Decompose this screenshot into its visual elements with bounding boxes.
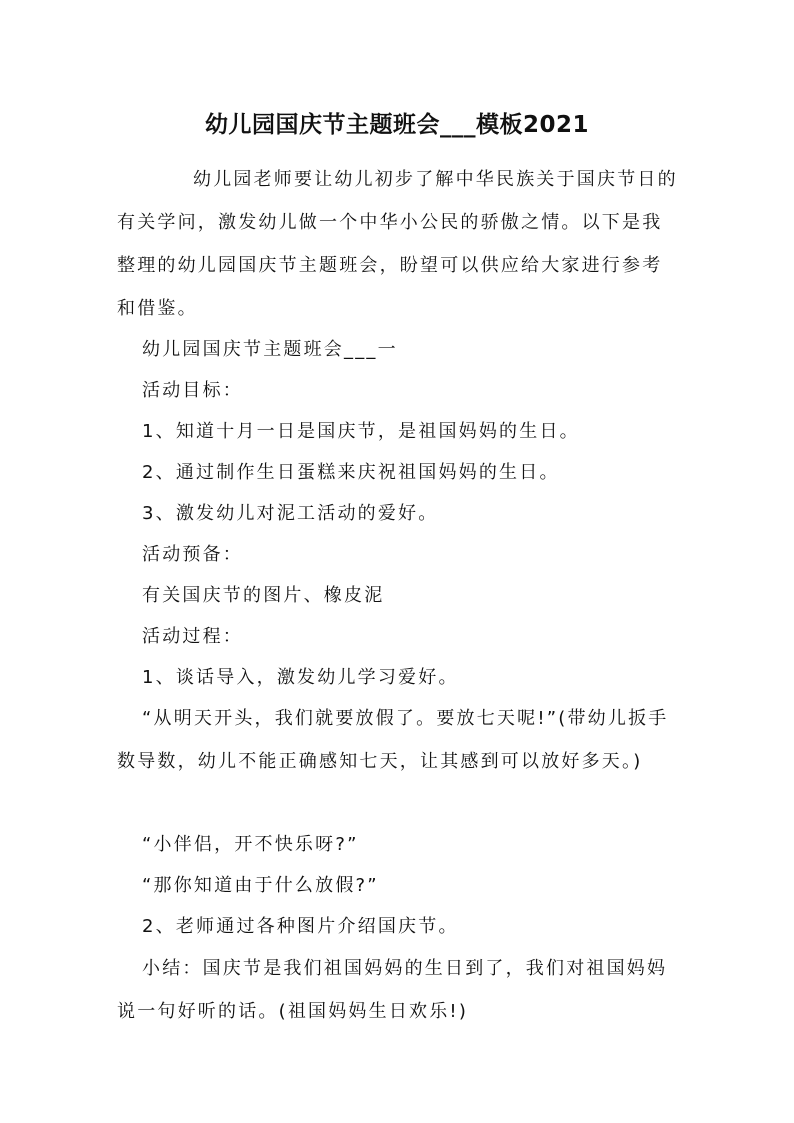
intro-paragraph: 幼儿园老师要让幼儿初步了解中华民族关于国庆节日的有关学问，激发幼儿做一个中华小公民的骄傲之情。以下是我整理的幼儿园国庆节主题班会，盼望可以供应给大家进行参考和借鉴。: [117, 169, 678, 319]
process-step-1: 1、谈话导入，激发幼儿学习爱好。: [142, 667, 459, 688]
quote-paragraph-1: “从明天开头，我们就要放假了。要放七天呢!”(带幼儿扳手数导数，幼儿不能正确感知七天，让其感到可以放好多天。): [117, 708, 669, 772]
goal-item-3: 3、激发幼儿对泥工活动的爱好。: [142, 503, 439, 524]
process-heading: 活动过程：: [142, 626, 243, 647]
quote-line-2: “小伴侣，开不快乐呀?”: [142, 834, 359, 855]
section-heading: 幼儿园国庆节主题班会___一: [142, 339, 398, 360]
goals-heading: 活动目标：: [142, 380, 243, 401]
document-title: 幼儿园国庆节主题班会___模板2021: [204, 112, 589, 138]
prep-heading: 活动预备：: [142, 544, 243, 565]
process-step-2: 2、老师通过各种图片介绍国庆节。: [142, 916, 459, 937]
quote-line-3: “那你知道由于什么放假?”: [142, 875, 379, 896]
summary-paragraph: 小结：国庆节是我们祖国妈妈的生日到了，我们对祖国妈妈说一句好听的话。(祖国妈妈生日欢乐!): [117, 958, 668, 1022]
goal-item-2: 2、通过制作生日蛋糕来庆祝祖国妈妈的生日。: [142, 462, 560, 483]
prep-text: 有关国庆节的图片、橡皮泥: [142, 585, 385, 606]
goal-item-1: 1、知道十月一日是国庆节，是祖国妈妈的生日。: [142, 421, 580, 442]
